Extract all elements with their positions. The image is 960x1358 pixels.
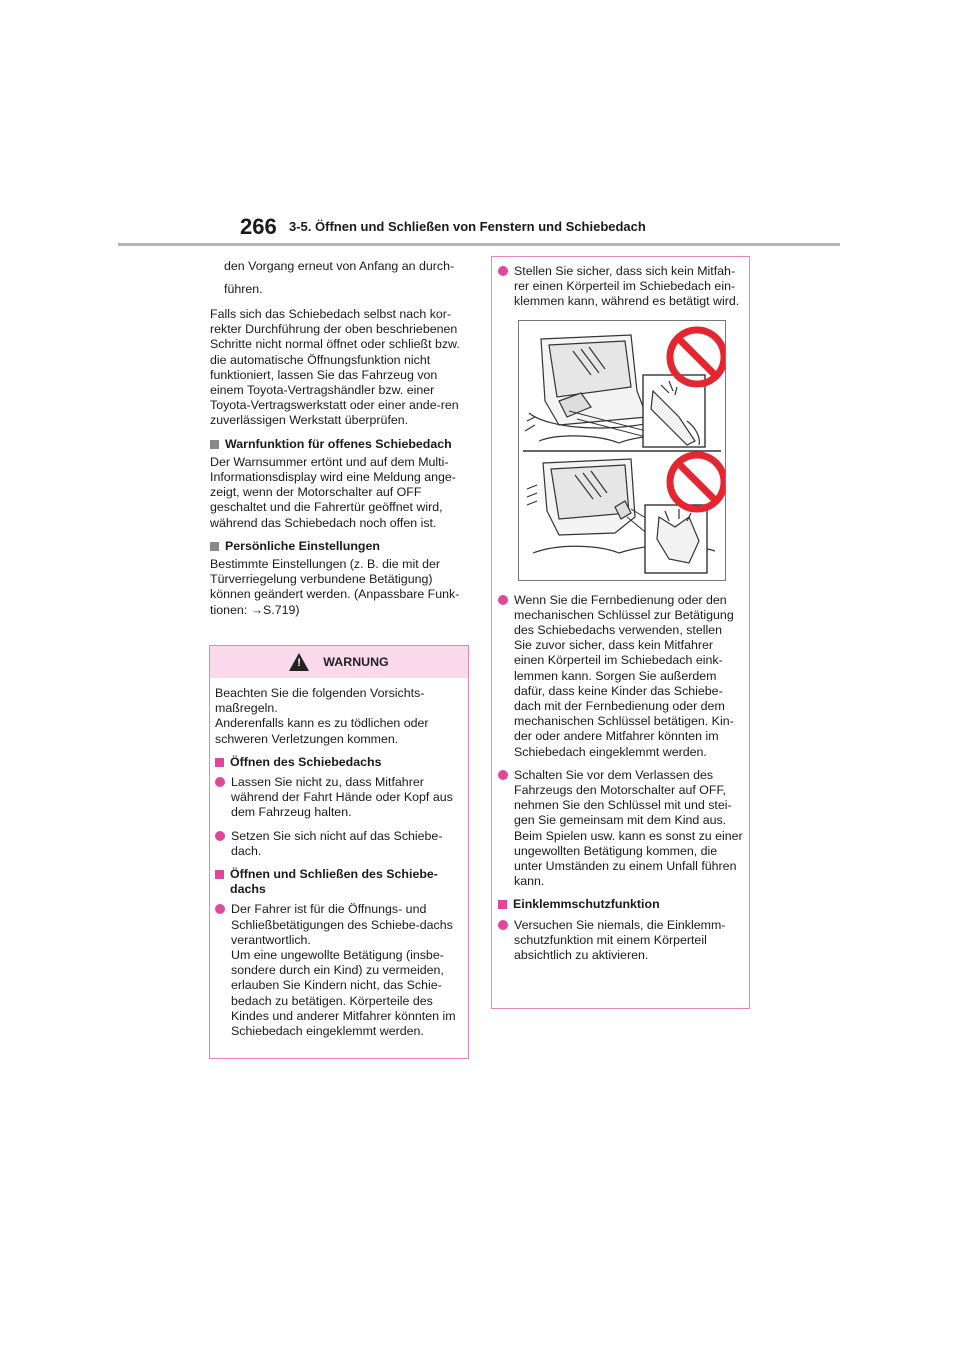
warning-title: WARNUNG [323, 655, 389, 669]
bullet-text: Versuchen Sie niemals, die Einklemm-schutzfunktion mit einem Körperteil absichtlich zu aktivieren. [514, 917, 726, 963]
bullet-dot-icon [498, 595, 508, 605]
continuation-line-1: den Vorgang erneut von Anfang an durch- [224, 259, 455, 273]
warning-header [210, 646, 468, 678]
warning-intro: Beachten Sie die folgenden Vorsichts-maßregeln. [215, 686, 425, 716]
square-bullet-icon [215, 758, 224, 767]
warning-heading-open-close [215, 867, 464, 897]
bullet-text: Lassen Sie nicht zu, dass Mitfahrer während der Fahrt Hände oder Kopf aus dem Fahrzeug halten. [231, 775, 453, 820]
warning-bullet [215, 829, 464, 859]
bullet-text: Setzen Sie sich nicht auf das Schiebe-dach. [231, 828, 443, 858]
paragraph-warning-buzzer: Der Warnsummer ertönt und auf dem Multi-Informationsdisplay wird eine Meldung ange-zeigt, wenn der Motorschalter auf OFF geschaltet und die Fahrertür geöffnet wird, während das Schiebedach noch offen ist. [210, 454, 456, 530]
square-bullet-icon [498, 900, 507, 909]
left-column [210, 256, 468, 626]
page-header [0, 0, 960, 260]
heading-label: Persönliche Einstellungen [225, 538, 380, 553]
warning-bullet [498, 264, 743, 310]
header-divider [118, 243, 840, 246]
square-bullet-icon [210, 440, 219, 449]
bullet-text [231, 902, 464, 1039]
bullet-dot-icon [498, 770, 508, 780]
warning-box [209, 645, 469, 1059]
warning-bullet [215, 902, 464, 1039]
bullet-text: Wenn Sie die Fernbedienung oder den mechanischen Schlüssel zur Betätigung des Schiebedachs verwenden, stellen Sie zuvor sicher, dass kein Mitfahrer einen Körperteil im Schiebedach eink-lemmen kann. Sorgen Sie außerdem dafür, dass keine Kinder das Schiebe-dach mit der Fernbedienung oder dem mechanischen Schlüssel betätigen. Kin-der oder andere Mitfahrer könnten im Schiebedach eingeklemmt werden. [514, 592, 734, 759]
warning-bullet [498, 593, 743, 760]
bullet-dot-icon [215, 777, 225, 787]
continuation-line-2: führen. [224, 282, 263, 296]
warning-box-continued [491, 256, 750, 1009]
paragraph-sunroof-check: Falls sich das Schiebedach selbst nach kor-rekter Durchführung der oben beschriebenen Schritte nicht normal öffnet oder schließt bzw. die automatische Öffnungsfunktion nicht funktioniert, lassen Sie das Fahrzeug von einem Toyota-Vertragshändler bzw. einer Toyota-Vertragswerkstatt oder einer ande-ren zuverlässigen Werkstatt überprüfen. [210, 307, 460, 428]
heading-personal-settings [210, 539, 468, 554]
page-number: 266 [240, 214, 277, 239]
bullet-text-part-2: Um eine ungewollte Betätigung (insbe-sondere durch ein Kind) zu vermeiden, erlauben Sie Kindern nicht, das Schie-bedach zu betätigen. Körperteile des Kindes und anderer Mitfahrer könnten im Schiebedach eingeklemmt werden. [231, 948, 456, 1039]
bullet-text-part-1: Der Fahrer ist für die Öffnungs- und Schließbetätigungen des Schiebe-dachs verantwortlich. [231, 902, 453, 947]
bullet-dot-icon [498, 920, 508, 930]
bullet-dot-icon [215, 831, 225, 841]
heading-label: Einklemmschutzfunktion [513, 897, 660, 912]
heading-open-sunroof-warning [210, 437, 468, 452]
sunroof-pinch-illustration [518, 320, 726, 581]
warning-bullet [498, 768, 743, 890]
prohibition-icon [670, 455, 724, 509]
warning-heading-pinch-protection [498, 897, 743, 912]
bullet-text: Stellen Sie sicher, dass sich kein Mitfah-rer einen Körperteil im Schiebedach ein-klemmen kann, während es betätigt wird. [514, 264, 740, 309]
paragraph-custom-settings: Bestimmte Einstellungen (z. B. die mit der Türverriegelung verbundene Betätigung) können geändert werden. (Anpassbare Funk-tionen: →S.719) [210, 557, 460, 617]
bullet-dot-icon [498, 266, 508, 276]
heading-label: Öffnen und Schließen des Schiebe-dachs [230, 867, 438, 897]
heading-label: Warnfunktion für offenes Schiebedach [225, 436, 452, 451]
warning-triangle-icon: ! [289, 653, 309, 671]
sunroof-illustration-svg [519, 321, 725, 580]
sunroof-scene-top [525, 335, 705, 447]
warning-continued-body [492, 257, 749, 963]
section-title: 3-5. Öffnen und Schließen von Fenstern und Schiebedach [289, 219, 646, 234]
warning-heading-opening [215, 755, 464, 770]
warning-intro-2: Anderenfalls kann es zu tödlichen oder schweren Verletzungen kommen. [215, 716, 429, 746]
heading-label: Öffnen des Schiebedachs [230, 754, 382, 769]
square-bullet-icon [215, 870, 224, 879]
bullet-dot-icon [215, 904, 225, 914]
square-bullet-icon [210, 542, 219, 551]
warning-bullet [498, 918, 743, 964]
warning-bullet [215, 775, 464, 821]
warning-body [210, 678, 468, 1039]
bullet-text: Schalten Sie vor dem Verlassen des Fahrzeugs den Motorschalter auf OFF, nehmen Sie den Schlüssel mit und stei-gen Sie gemeinsam mit dem Kind aus. Beim Spielen usw. kann es sonst zu einer ungewollten Betätigung kommen, die unter Umständen zu einem Unfall führen kann. [514, 767, 743, 889]
